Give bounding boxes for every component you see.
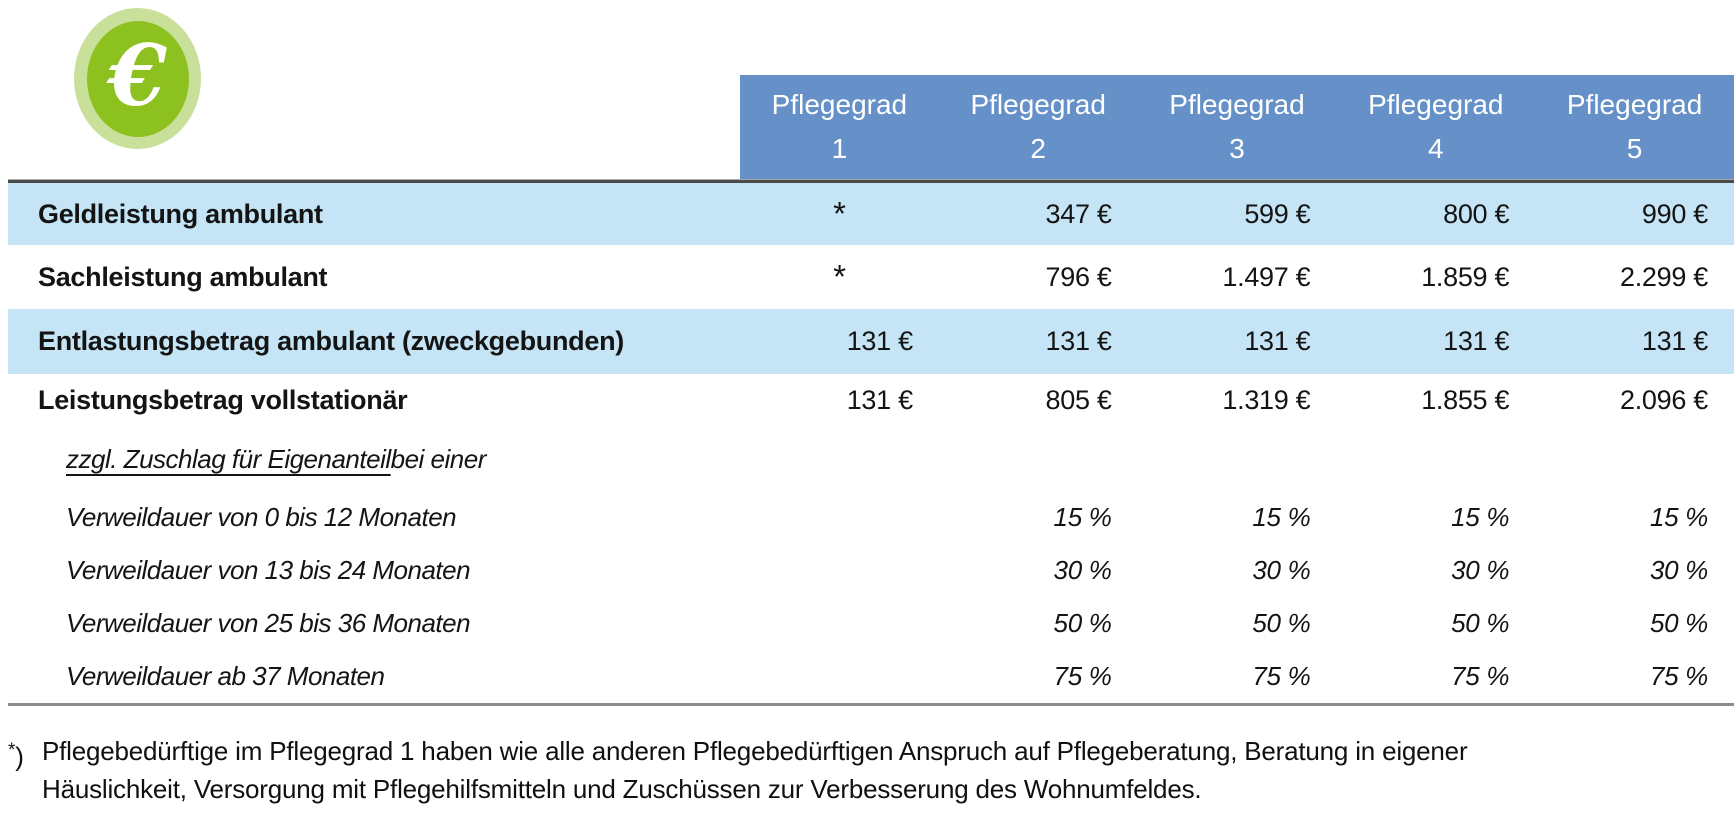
header-title: Pflegegrad xyxy=(1169,89,1305,120)
value-cell xyxy=(740,597,939,650)
table-row-sachleistung-ambulant xyxy=(8,245,1734,309)
row-label: Verweildauer von 25 bis 36 Monaten xyxy=(66,608,471,638)
header-cell-pflegegrad-3 xyxy=(1138,75,1337,179)
header-title: Pflegegrad xyxy=(970,89,1106,120)
value-cell: 50 % xyxy=(1649,608,1708,638)
table-row-verweildauer-25-36 xyxy=(8,597,1734,650)
table-row-verweildauer-0-12 xyxy=(8,491,1734,544)
value-cell: 75 % xyxy=(1451,661,1510,691)
value-cell: 15 % xyxy=(1451,502,1510,532)
value-cell: 1.855 € xyxy=(1421,385,1510,415)
value-cell xyxy=(1336,427,1535,491)
value-cell xyxy=(740,650,939,703)
value-cell xyxy=(1535,427,1734,491)
table-row-leistungsbetrag-vollstationaer xyxy=(8,374,1734,427)
row-label: Geldleistung ambulant xyxy=(38,198,323,229)
header-number: 2 xyxy=(1030,133,1046,164)
row-label: Entlastungsbetrag ambulant (zweckgebunden) xyxy=(38,326,624,356)
row-label: Leistungsbetrag vollstationär xyxy=(38,385,408,415)
header-cell-pflegegrad-1 xyxy=(740,75,939,179)
row-label: Sachleistung ambulant xyxy=(38,261,328,292)
footnote-text xyxy=(42,732,1467,808)
value-cell: 30 % xyxy=(1649,555,1708,585)
footnote-marker xyxy=(8,732,42,808)
value-cell: * xyxy=(833,258,846,295)
value-cell: 131 € xyxy=(846,385,913,415)
value-cell: 15 % xyxy=(1053,502,1112,532)
value-cell: 131 € xyxy=(1443,326,1510,356)
header-title: Pflegegrad xyxy=(771,89,908,120)
footnote-asterisk: * xyxy=(8,740,16,761)
table-row-verweildauer-ab-37 xyxy=(8,650,1734,703)
row-label: Verweildauer von 13 bis 24 Monaten xyxy=(66,555,471,585)
value-cell xyxy=(740,544,939,597)
header-spacer xyxy=(8,75,740,179)
table-row-entlastungsbetrag xyxy=(8,309,1734,374)
header-number: 1 xyxy=(831,133,848,164)
value-cell: 75 % xyxy=(1252,661,1311,691)
value-cell: 131 € xyxy=(1641,326,1708,356)
value-cell: 1.497 € xyxy=(1222,261,1311,292)
value-cell: 805 € xyxy=(1045,385,1112,415)
footnote xyxy=(8,732,1734,808)
value-cell: 796 € xyxy=(1045,261,1112,292)
value-cell: 599 € xyxy=(1244,198,1311,229)
euro-icon: € xyxy=(108,26,167,125)
value-cell xyxy=(740,491,939,544)
header-number: 4 xyxy=(1428,133,1444,164)
value-cell: 50 % xyxy=(1451,608,1510,638)
footnote-line-2: Häuslichkeit, Versorgung mit Pflegehilfsmitteln und Zuschüssen zur Verbesserung des Wohnumfeldes. xyxy=(42,774,1202,804)
row-label xyxy=(8,427,740,491)
value-cell: 800 € xyxy=(1443,198,1510,229)
value-cell: 15 % xyxy=(1649,502,1708,532)
header-cell-pflegegrad-2 xyxy=(939,75,1138,179)
header-cell-pflegegrad-4 xyxy=(1336,75,1535,179)
value-cell: 131 € xyxy=(846,326,913,356)
row-label: Verweildauer von 0 bis 12 Monaten xyxy=(66,502,457,532)
header-number: 5 xyxy=(1626,133,1643,164)
value-cell: 30 % xyxy=(1451,555,1510,585)
value-cell: 30 % xyxy=(1252,555,1311,585)
value-cell: * xyxy=(833,195,846,232)
row-label-rest: bei einer xyxy=(390,443,486,474)
table-row-verweildauer-13-24 xyxy=(8,544,1734,597)
value-cell xyxy=(740,427,939,491)
row-label-underlined: zzgl. Zuschlag für Eigenanteil xyxy=(66,443,391,474)
value-cell: 50 % xyxy=(1053,608,1112,638)
value-cell: 1.319 € xyxy=(1222,385,1311,415)
value-cell: 131 € xyxy=(1244,326,1311,356)
value-cell: 75 % xyxy=(1649,661,1708,691)
value-cell: 131 € xyxy=(1045,326,1112,356)
value-cell: 990 € xyxy=(1641,198,1708,229)
value-cell: 347 € xyxy=(1045,198,1112,229)
value-cell: 2.299 € xyxy=(1620,261,1708,292)
table-row-geldleistung-ambulant xyxy=(8,183,1734,245)
value-cell: 30 % xyxy=(1053,555,1112,585)
value-cell: 50 % xyxy=(1252,608,1311,638)
benefits-table xyxy=(8,75,1734,808)
footnote-bracket: ) xyxy=(15,741,24,772)
header-cell-pflegegrad-5 xyxy=(1535,75,1734,179)
value-cell: 75 % xyxy=(1053,661,1112,691)
value-cell: 1.859 € xyxy=(1421,261,1510,292)
table-bottom-rule xyxy=(8,703,1734,706)
header-title: Pflegegrad xyxy=(1566,89,1703,120)
footnote-line-1: Pflegebedürftige im Pflegegrad 1 haben wie alle anderen Pflegebedürftigen Anspruch auf Pflegeberatung, Beratung in eigener xyxy=(42,736,1468,766)
value-cell: 2.096 € xyxy=(1620,385,1708,415)
value-cell xyxy=(939,427,1138,491)
table-header-row xyxy=(8,75,1734,179)
table-row-zuschlag-eigenanteil xyxy=(8,427,1734,491)
value-cell: 15 % xyxy=(1252,502,1311,532)
header-title: Pflegegrad xyxy=(1368,89,1504,120)
value-cell xyxy=(1138,427,1337,491)
row-label: Verweildauer ab 37 Monaten xyxy=(66,661,385,691)
header-number: 3 xyxy=(1229,133,1245,164)
